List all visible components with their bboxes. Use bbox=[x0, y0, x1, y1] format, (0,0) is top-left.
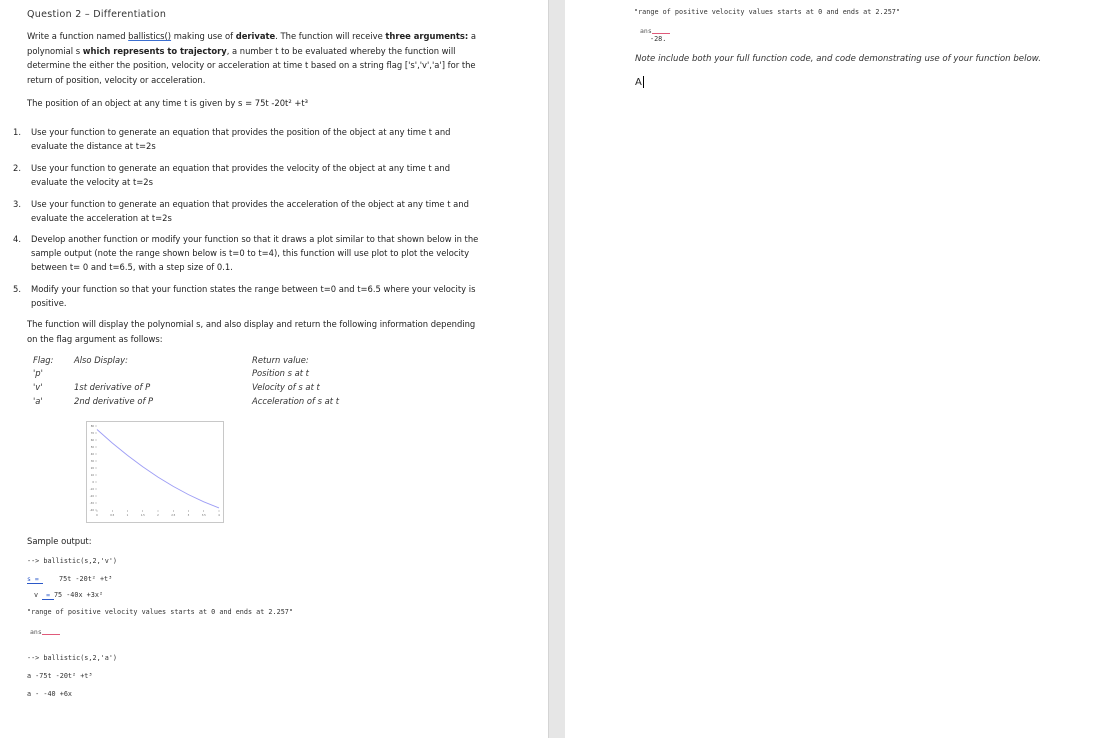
right-range-text: "range of positive velocity values starts at 0 and ends at 2.257" bbox=[634, 8, 900, 16]
document-page-right[interactable] bbox=[565, 0, 1113, 738]
position-equation: The position of an object at any time t is given by s = 75t -20t² +t³ bbox=[27, 98, 309, 108]
y-tick-label: 60 bbox=[90, 439, 94, 443]
list-item-text: Use your function to generate an equation that provides the position of the object at any time t and evaluate the distance at t=2s bbox=[31, 127, 451, 152]
text-caret bbox=[643, 76, 644, 88]
sample-command-1: --> ballistic(s,2,'v') bbox=[27, 557, 118, 565]
display-v: 1st derivative of P bbox=[74, 382, 151, 392]
y-tick-label: 20 bbox=[90, 467, 94, 471]
list-item-number: 1. bbox=[13, 127, 21, 137]
intro-paragraph: Write a function named ballistics() making use of derivate. The function will receive three arguments: a polynomial s which represents to trajectory, a number t to be evaluated whereby the function will determine the either the position, velocity or acceleration at time t based on a string flag ['s','v','a'] for the return of position, velocity or acceleration. bbox=[27, 31, 477, 85]
y-tick-label: -20 bbox=[89, 495, 94, 499]
y-tick-label: -40 bbox=[89, 509, 94, 513]
sample-a-line-1: a -75t -20t² +t³ bbox=[27, 672, 93, 680]
velocity-plot-svg bbox=[87, 422, 223, 522]
velocity-series-line bbox=[97, 430, 219, 508]
question-title: Question 2 – Differentiation bbox=[27, 9, 167, 20]
sample-a-line-2: a - -40 +6x bbox=[27, 690, 73, 698]
display-header: Also Display: bbox=[74, 355, 128, 365]
flag-v: 'v' bbox=[33, 382, 43, 392]
velocity-plot bbox=[86, 421, 224, 523]
return-a: Acceleration of s at t bbox=[252, 396, 339, 406]
sample-s-line: s = 75t -20t² +t³ bbox=[27, 575, 113, 583]
right-ans-value: -28. bbox=[650, 35, 667, 43]
return-header: Return value: bbox=[252, 355, 309, 365]
sample-command-2: --> ballistic(s,2,'a') bbox=[27, 654, 118, 662]
flag-header: Flag: bbox=[33, 355, 54, 365]
return-p: Position s at t bbox=[252, 368, 309, 378]
x-tick-label: 3.5 bbox=[201, 514, 206, 517]
y-tick-label: 10 bbox=[90, 474, 94, 478]
x-tick-label: 1 bbox=[126, 514, 129, 517]
y-tick-label: 50 bbox=[90, 446, 94, 450]
y-tick-label: -30 bbox=[89, 502, 94, 506]
sample-range-line: "range of positive velocity values starts at 0 and ends at 2.257" bbox=[27, 608, 293, 616]
display-paragraph: The function will display the polynomial s, and also display and return the following information depending on the flag argument as follows: bbox=[27, 319, 476, 344]
list-item-number: 2. bbox=[13, 163, 21, 173]
right-ans-label: ans bbox=[640, 27, 670, 35]
x-tick-label: 3 bbox=[187, 514, 190, 517]
sample-output-label: Sample output: bbox=[27, 536, 92, 546]
sample-v-line: v = 75 -40x +3x² bbox=[34, 591, 104, 599]
x-tick-label: 0.5 bbox=[110, 514, 115, 517]
y-tick-label: 0 bbox=[92, 481, 94, 485]
x-tick-label: 2 bbox=[157, 514, 159, 517]
list-item-number: 4. bbox=[13, 234, 21, 244]
list-item-text: Use your function to generate an equation that provides the acceleration of the object at any time t and evaluate the acceleration at t=2s bbox=[31, 199, 469, 224]
y-tick-label: 80 bbox=[90, 425, 94, 429]
display-a: 2nd derivative of P bbox=[74, 396, 154, 406]
list-item-number: 5. bbox=[13, 284, 21, 294]
return-v: Velocity of s at t bbox=[252, 382, 320, 392]
page-gutter bbox=[548, 0, 566, 738]
list-item-text: Use your function to generate an equation that provides the velocity of the object at any time t and evaluate the velocity at t=2s bbox=[31, 163, 451, 188]
y-tick-label: 70 bbox=[90, 432, 94, 436]
x-tick-label: 4 bbox=[218, 514, 220, 517]
flag-p: 'p' bbox=[33, 368, 43, 378]
sample-ans: ans bbox=[30, 628, 60, 636]
flag-a: 'a' bbox=[33, 396, 43, 406]
y-tick-label: -10 bbox=[89, 488, 94, 492]
y-tick-label: 30 bbox=[90, 460, 94, 464]
list-item-number: 3. bbox=[13, 199, 21, 209]
x-tick-label: 2.5 bbox=[171, 514, 176, 517]
note-text: Note include both your full function code, and code demonstrating use of your function below. bbox=[635, 54, 1041, 64]
y-tick-label: 40 bbox=[90, 453, 94, 457]
list-item-text: Develop another function or modify your function so that it draws a plot similar to that shown below in the sample output (note the range shown below is t=0 to t=4), this function will use plot to plot the velocity between t= 0 and t=6.5, with a step size of 0.1. bbox=[31, 234, 479, 273]
list-item-text: Modify your function so that your function states the range between t=0 and t=6.5 where your velocity is positive. bbox=[31, 284, 476, 309]
text-cursor-line[interactable]: A bbox=[635, 77, 642, 88]
x-tick-label: 1.5 bbox=[140, 514, 145, 517]
x-tick-label: 0 bbox=[96, 514, 98, 517]
